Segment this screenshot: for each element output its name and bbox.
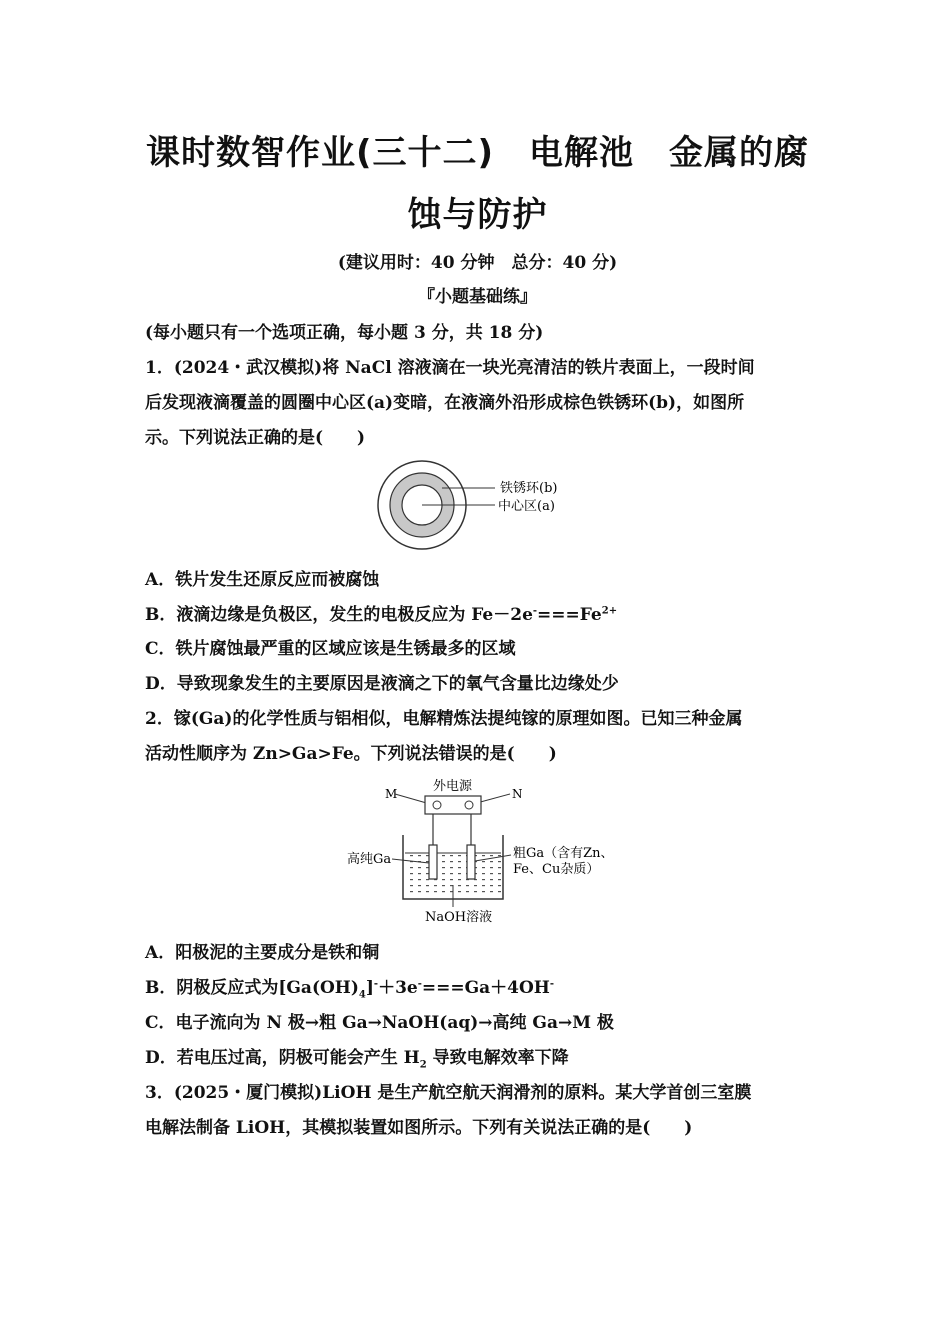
label-pure-ga: 高纯Ga [347, 852, 392, 867]
q2-option-b-mid2: ===Ga＋4OH [421, 978, 550, 998]
q2-option-c: C．电子流向为 N 极→粗 Ga→NaOH(aq)→高纯 Ga→M 极 [145, 1013, 614, 1033]
q1-option-b-mid: ===Fe [537, 605, 602, 625]
label-crude-ga-1: 粗Ga（含有Zn、 [513, 846, 614, 861]
q2-option-d [145, 1043, 569, 1070]
q2-option-b-mid: ＋3e [378, 978, 418, 998]
q1-option-b [145, 600, 617, 625]
q3-stem-line2: 电解法制备 LiOH，其模拟装置如图所示。下列有关说法正确的是( ) [145, 1118, 693, 1138]
q2-option-b-sup2: - [417, 978, 422, 990]
q2-option-b-sub: 4 [358, 989, 366, 1001]
label-naoh: NaOH溶液 [425, 910, 493, 925]
q1-stem-line1: 1．(2024・武汉模拟)将 NaCl 溶液滴在一块光亮清洁的铁片表面上，一段时间 [145, 358, 755, 378]
q1-option-b-sup1: - [532, 605, 538, 617]
q2-option-b-bracket: ] [365, 978, 374, 998]
electrolysis-figure [345, 775, 620, 930]
q1-stem-line3: 示。下列说法正确的是( ) [145, 428, 366, 448]
label-rust-ring: 铁锈环(b) [500, 481, 558, 496]
page-title-line1: 课时数智作业(三十二) 电解池 金属的腐 [145, 133, 810, 173]
q1-option-b-text: B．液滴边缘是负极区，发生的电极反应为 Fe－2e [145, 605, 533, 625]
label-power-supply: 外电源 [433, 779, 473, 794]
time-score-note: (建议用时：40 分钟 总分：40 分) [337, 253, 618, 273]
q1-option-b-sup2: 2+ [601, 605, 618, 617]
pure-ga-electrode [429, 845, 437, 879]
q2-option-d-sub: 2 [419, 1059, 427, 1071]
q1-option-d: D．导致现象发生的主要原因是液滴之下的氧气含量比边缘处少 [145, 674, 619, 694]
label-center-zone: 中心区(a) [498, 499, 555, 514]
q2-option-d-text: D．若电压过高，阴极可能会产生 H [145, 1048, 420, 1068]
q1-stem-line2: 后发现液滴覆盖的圆圈中心区(a)变暗，在液滴外沿形成棕色铁锈环(b)，如图所 [145, 393, 745, 413]
q2-option-b-text: B．阴极反应式为[Ga(OH) [145, 978, 359, 998]
rust-ring-figure [370, 460, 590, 550]
terminal-m [433, 801, 441, 809]
label-n: N [512, 787, 523, 801]
instruction: (每小题只有一个选项正确，每小题 3 分，共 18 分) [145, 323, 544, 343]
q3-stem-line1: 3．(2025・厦门模拟)LiOH 是生产航空航天润滑剂的原料。某大学首创三室膜 [145, 1083, 752, 1103]
terminal-n [465, 801, 473, 809]
label-m: M [385, 787, 398, 801]
q2-option-b [145, 973, 554, 1000]
crude-ga-electrode [467, 845, 475, 879]
q2-option-b-charge: - [373, 978, 379, 990]
q1-option-a: A．铁片发生还原反应而被腐蚀 [145, 570, 380, 590]
section-heading: 『小题基础练』 [418, 287, 537, 307]
q2-option-b-sup3: - [549, 978, 555, 990]
page-title-line2: 蚀与防护 [407, 195, 548, 235]
q2-stem-line2: 活动性顺序为 Zn>Ga>Fe。下列说法错误的是( ) [145, 744, 557, 764]
q2-option-d-post: 导致电解效率下降 [426, 1048, 569, 1068]
label-crude-ga-2: Fe、Cu杂质） [513, 862, 600, 877]
q1-option-c: C．铁片腐蚀最严重的区域应该是生锈最多的区域 [145, 639, 516, 659]
q2-option-a: A．阳极泥的主要成分是铁和铜 [145, 943, 380, 963]
q2-stem-line1: 2．镓(Ga)的化学性质与铝相似，电解精炼法提纯镓的原理如图。已知三种金属 [145, 709, 743, 729]
